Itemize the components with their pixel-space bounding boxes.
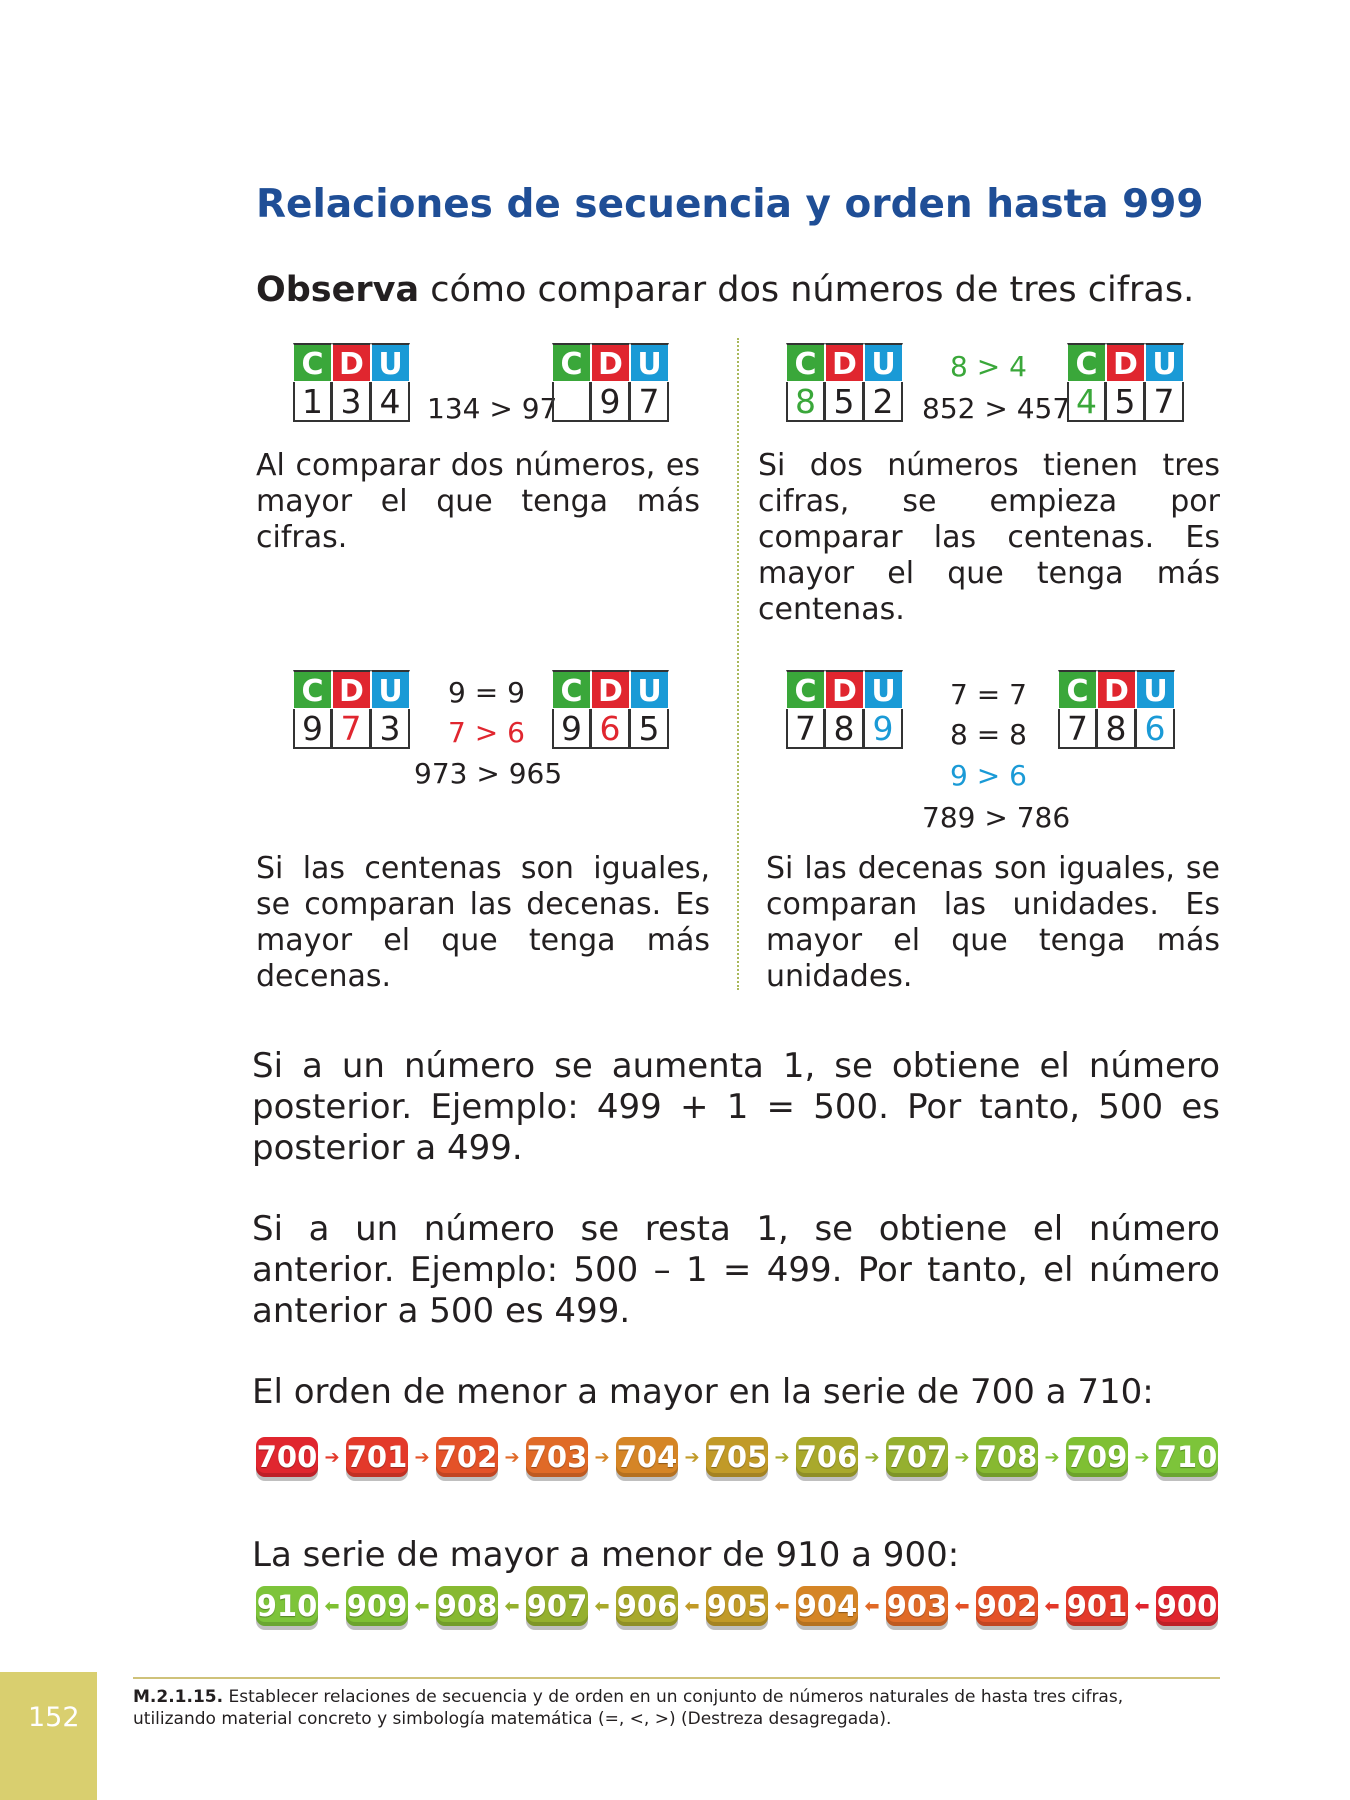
footnote-code: M.2.1.15. (133, 1687, 224, 1707)
digit: 8 (786, 382, 825, 422)
header-d: D (1106, 343, 1145, 382)
digit: 9 (591, 382, 630, 422)
header-d: D (332, 670, 371, 709)
cdu-table-973 (293, 670, 410, 749)
page-number-box (0, 1672, 97, 1800)
arrow-right-icon: ➔ (774, 1446, 790, 1468)
number-pill: 908 (436, 1586, 498, 1626)
number-pill: 906 (616, 1586, 678, 1626)
header-d: D (825, 670, 864, 709)
paragraph-posterior: Si a un número se aumenta 1, se obtiene el número posterior. Ejemplo: 499 + 1 = 500. Por tanto, 500 es posterior a 499. (252, 1046, 1220, 1168)
digit: 6 (591, 709, 630, 749)
digit: 1 (293, 382, 332, 422)
step-units: 9 > 6 (950, 759, 1027, 792)
number-pill: 909 (346, 1586, 408, 1626)
intro-text (256, 270, 1194, 310)
digit: 3 (371, 709, 410, 749)
number-pill: 907 (526, 1586, 588, 1626)
number-pill: 904 (796, 1586, 858, 1626)
arrow-left-icon: ⬅ (504, 1595, 520, 1617)
number-pill: 702 (436, 1437, 498, 1477)
digit: 4 (1067, 382, 1106, 422)
arrow-right-icon: ➔ (414, 1446, 430, 1468)
step-tens: 7 > 6 (448, 716, 525, 749)
number-pill: 910 (256, 1586, 318, 1626)
digit: 8 (825, 709, 864, 749)
arrow-left-icon: ⬅ (324, 1595, 340, 1617)
digit: 4 (371, 382, 410, 422)
explanation-2: Si dos números tienen tres cifras, se empieza por comparar las centenas. Es mayor el que tenga más centenas. (758, 448, 1220, 627)
number-pill: 901 (1066, 1586, 1128, 1626)
arrow-left-icon: ⬅ (1134, 1595, 1150, 1617)
cdu-table-457 (1067, 343, 1184, 422)
header-u: U (1145, 343, 1184, 382)
number-pill: 704 (616, 1437, 678, 1477)
cdu-table-852 (786, 343, 903, 422)
digit (552, 382, 591, 422)
header-u: U (630, 670, 669, 709)
digit: 8 (1097, 709, 1136, 749)
arrow-right-icon: ➔ (1044, 1446, 1060, 1468)
digit: 5 (1106, 382, 1145, 422)
footer-rule (133, 1677, 1220, 1679)
paragraph-anterior: Si a un número se resta 1, se obtiene el número anterior. Ejemplo: 500 – 1 = 499. Por tanto, el número anterior a 500 es 499. (252, 1209, 1220, 1331)
step-hundreds: 7 = 7 (950, 678, 1027, 711)
number-pill: 905 (706, 1586, 768, 1626)
intro-bold: Observa (256, 270, 420, 310)
cdu-table-786 (1058, 670, 1175, 749)
number-pill: 903 (886, 1586, 948, 1626)
header-u: U (371, 343, 410, 382)
arrow-left-icon: ⬅ (864, 1595, 880, 1617)
header-d: D (332, 343, 371, 382)
header-d: D (591, 670, 630, 709)
comparison-2: 852 > 457 (922, 392, 1071, 425)
step-hundreds: 8 > 4 (950, 350, 1027, 383)
arrow-right-icon: ➔ (324, 1446, 340, 1468)
step-hundreds: 9 = 9 (448, 676, 525, 709)
footnote-text1: Establecer relaciones de secuencia y de orden en un conjunto de números naturales de hasta tres cifras, (223, 1687, 1124, 1707)
page-title: Relaciones de secuencia y orden hasta 999 (256, 182, 1204, 227)
number-pill: 708 (976, 1437, 1038, 1477)
arrow-left-icon: ⬅ (594, 1595, 610, 1617)
comparison-3: 973 > 965 (414, 757, 563, 790)
digit: 7 (332, 709, 371, 749)
header-c: C (786, 670, 825, 709)
digit: 2 (864, 382, 903, 422)
header-d: D (825, 343, 864, 382)
number-pill: 902 (976, 1586, 1038, 1626)
cdu-table-789 (786, 670, 903, 749)
digit: 7 (1058, 709, 1097, 749)
header-c: C (1067, 343, 1106, 382)
arrow-left-icon: ⬅ (414, 1595, 430, 1617)
arrow-right-icon: ➔ (1134, 1446, 1150, 1468)
header-d: D (591, 343, 630, 382)
digit: 7 (1145, 382, 1184, 422)
header-u: U (864, 670, 903, 709)
number-pill: 701 (346, 1437, 408, 1477)
digit: 9 (293, 709, 332, 749)
number-pill: 700 (256, 1437, 318, 1477)
arrow-right-icon: ➔ (954, 1446, 970, 1468)
explanation-4: Si las decenas son iguales, se comparan las unidades. Es mayor el que tenga más unidades. (766, 851, 1220, 994)
series-desc-label: La serie de mayor a menor de 910 a 900: (252, 1535, 960, 1575)
header-u: U (371, 670, 410, 709)
header-c: C (293, 670, 332, 709)
arrow-right-icon: ➔ (594, 1446, 610, 1468)
footnote-line1 (133, 1686, 1123, 1708)
arrow-left-icon: ⬅ (1044, 1595, 1060, 1617)
digit: 7 (786, 709, 825, 749)
arrow-right-icon: ➔ (504, 1446, 520, 1468)
digit: 5 (630, 709, 669, 749)
footnote (133, 1686, 1123, 1730)
intro-rest: cómo comparar dos números de tres cifras. (419, 270, 1195, 310)
step-tens: 8 = 8 (950, 718, 1027, 751)
header-c: C (552, 343, 591, 382)
column-divider (737, 338, 739, 990)
number-pill: 900 (1156, 1586, 1218, 1626)
cdu-table-965 (552, 670, 669, 749)
number-pill: 705 (706, 1437, 768, 1477)
arrow-right-icon: ➔ (684, 1446, 700, 1468)
header-u: U (1136, 670, 1175, 709)
header-u: U (630, 343, 669, 382)
comparison-1: 134 > 97 (427, 392, 558, 425)
number-pill: 710 (1156, 1437, 1218, 1477)
header-d: D (1097, 670, 1136, 709)
header-c: C (293, 343, 332, 382)
digit: 6 (1136, 709, 1175, 749)
number-pill: 706 (796, 1437, 858, 1477)
cdu-table-134 (293, 343, 410, 422)
number-pill: 703 (526, 1437, 588, 1477)
series-descending (256, 1586, 1218, 1626)
series-asc-label: El orden de menor a mayor en la serie de 700 a 710: (252, 1372, 1154, 1412)
series-ascending (256, 1437, 1218, 1477)
digit: 3 (332, 382, 371, 422)
cdu-table-97 (552, 343, 669, 422)
page-number: 152 (28, 1702, 80, 1733)
explanation-3: Si las centenas son iguales, se comparan las decenas. Es mayor el que tenga más decenas. (256, 851, 710, 994)
arrow-left-icon: ⬅ (684, 1595, 700, 1617)
digit: 7 (630, 382, 669, 422)
header-c: C (552, 670, 591, 709)
arrow-right-icon: ➔ (864, 1446, 880, 1468)
header-c: C (786, 343, 825, 382)
digit: 9 (864, 709, 903, 749)
comparison-4: 789 > 786 (922, 801, 1071, 834)
header-c: C (1058, 670, 1097, 709)
arrow-left-icon: ⬅ (774, 1595, 790, 1617)
arrow-left-icon: ⬅ (954, 1595, 970, 1617)
explanation-1: Al comparar dos números, es mayor el que tenga más cifras. (256, 448, 700, 555)
header-u: U (864, 343, 903, 382)
number-pill: 709 (1066, 1437, 1128, 1477)
digit: 5 (825, 382, 864, 422)
digit: 9 (552, 709, 591, 749)
number-pill: 707 (886, 1437, 948, 1477)
footnote-line2: utilizando material concreto y simbología matemática (=, <, >) (Destreza desagregada). (133, 1709, 892, 1729)
